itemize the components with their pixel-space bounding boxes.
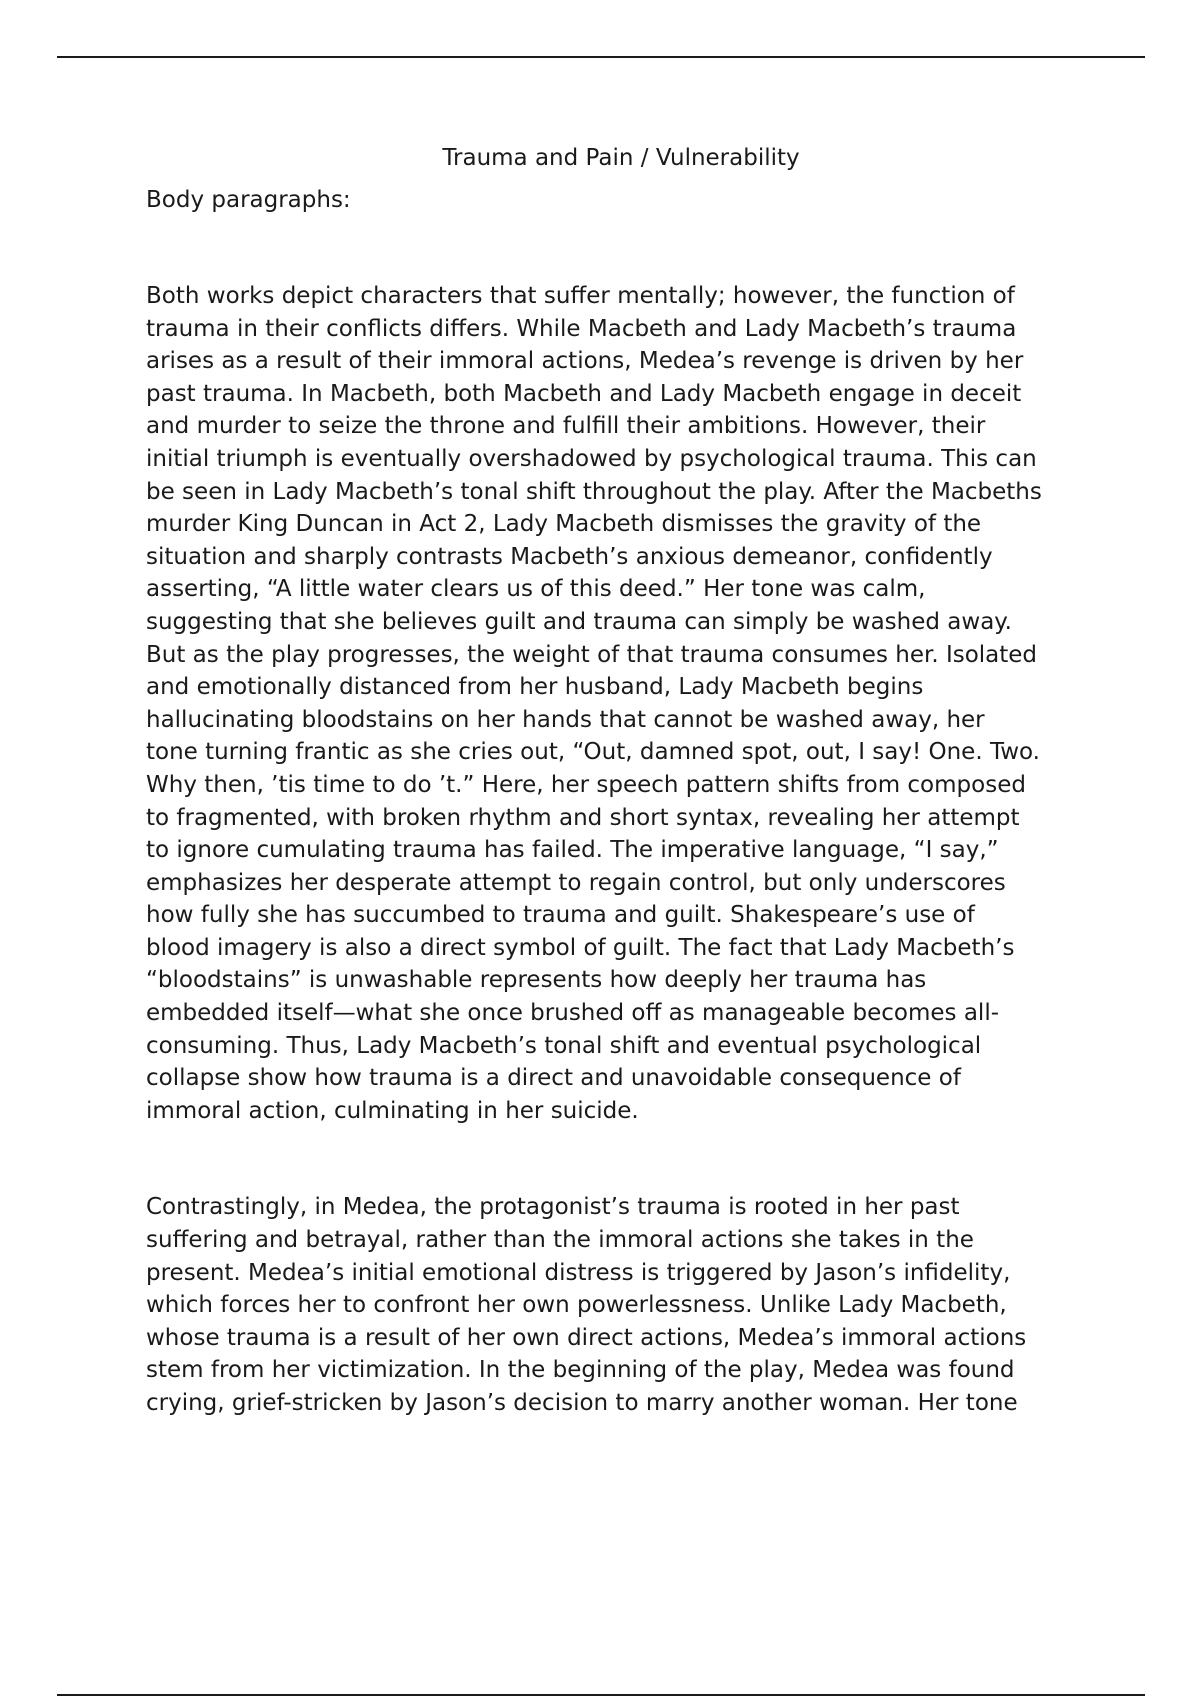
body-paragraph-1: Both works depict characters that suffer mentally; however, the function of trauma in their conflicts differs. While Macbeth and Lady Macbeth’s trauma arises as a result of their immoral actions, Medea’s revenge is driven by her past trauma. In Macbeth, both Macbeth and Lady Macbeth engage in deceit and murder to seize the throne and fulfill their ambitions. However, their initial triumph is eventually overshadowed by psychological trauma. This can be seen in Lady Macbeth’s tonal shift throughout the play. After the Macbeths murder King Duncan in Act 2, Lady Macbeth dismisses the gravity of the situation and sharply contrasts Macbeth’s anxious demeanor, confidently asserting, “A little water clears us of this deed.” Her tone was calm, suggesting that she believes guilt and trauma can simply be washed away. But as the play progresses, the weight of that trauma consumes her. Isolated and emotionally distanced from her husband, Lady Macbeth begins hallucinating bloodstains on her hands that cannot be washed away, her tone turning frantic as she cries out, “Out, damned spot, out, I say! One. Two. Why then, ’tis time to do ’t.” Here, her speech pattern shifts from composed to fragmented, with broken rhythm and short syntax, revealing her attempt to ignore cumulating trauma has failed. The imperative language, “I say,” emphasizes her desperate attempt to regain control, but only underscores how fully she has succumbed to trauma and guilt. Shakespeare’s use of blood imagery is also a direct symbol of guilt. The fact that Lady Macbeth’s “bloodstains” is unwashable represents how deeply her trauma has embedded itself—what she once brushed off as manageable becomes all- consuming. Thus, Lady Macbeth’s tonal shift and eventual psychological collapse show how trauma is a direct and unavoidable consequence of immoral action, culminating in her suicide.: [146, 283, 1042, 1124]
document-title: Trauma and Pain / Vulnerability: [442, 145, 800, 171]
section-label: Body paragraphs:: [146, 187, 351, 213]
footer-rule: [57, 1694, 1145, 1696]
document-body: [146, 142, 1096, 1420]
body-paragraph-2: Contrastingly, in Medea, the protagonist’s trauma is rooted in her past suffering and betrayal, rather than the immoral actions she takes in the present. Medea’s initial emotional distress is triggered by Jason’s infidelity, which forces her to confront her own powerlessness. Unlike Lady Macbeth, whose trauma is a result of her own direct actions, Medea’s immoral actions stem from her victimization. In the beginning of the play, Medea was found crying, grief-stricken by Jason’s decision to marry another woman. Her tone: [146, 1194, 1027, 1416]
header-rule: [57, 56, 1145, 58]
